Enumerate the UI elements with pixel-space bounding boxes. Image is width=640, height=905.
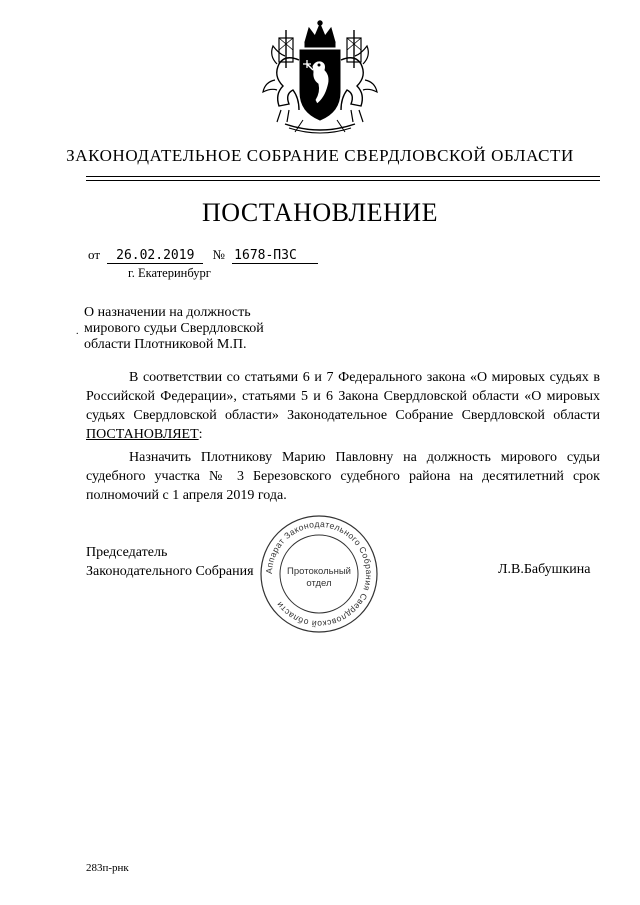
dateline	[88, 247, 318, 264]
body-paragraph-resolution: Назначить Плотникову Марию Павловну на должность мирового судьи судебного участка № 3 Березовского судебного района на десятилетний срок полномочий с 1 апреля 2019 года.	[86, 450, 600, 503]
signatory-name: Л.В.Бабушкина	[498, 562, 591, 577]
signatory-title-line: Законодательного Собрания	[86, 564, 254, 579]
footer-code: 283п-рнк	[86, 862, 129, 874]
margin-mark: .	[76, 326, 79, 337]
header-rule-thin	[86, 180, 600, 181]
organization-name: ЗАКОНОДАТЕЛЬНОЕ СОБРАНИЕ СВЕРДЛОВСКОЙ ОБЛАСТИ	[66, 146, 574, 165]
document-body	[86, 368, 600, 505]
header-rule-thick	[86, 176, 600, 177]
subject-line: области Плотниковой М.П.	[84, 337, 247, 352]
body-paragraph-preamble	[86, 368, 600, 444]
document-number: 1678-ПЗС	[232, 249, 318, 264]
signatory-title-line: Председатель	[86, 545, 168, 560]
document-date: 26.02.2019	[107, 249, 203, 264]
coat-of-arms-emblem	[255, 20, 385, 138]
stamp-center-line: отдел	[306, 578, 332, 589]
round-stamp	[258, 513, 380, 635]
subject-line: О назначении на должность	[84, 305, 251, 320]
resolves-keyword: ПОСТАНОВЛЯЕТ	[86, 427, 199, 442]
signatory-title	[86, 543, 254, 581]
stamp-ring-text: Аппарат Законодательного Собрания Свердловской области	[263, 518, 375, 630]
stamp-center-line: Протокольный	[287, 566, 351, 577]
subject-line: мирового судьи Свердловской	[84, 321, 264, 336]
preamble-colon: :	[198, 427, 203, 442]
subject-block	[84, 305, 264, 353]
date-from-label: от	[88, 247, 101, 262]
preamble-text: В соответствии со статьями 6 и 7 Федерального закона «О мировых судьях в Российской Федерации», статьями 5 и 6 Закона Свердловской области «О мировых судьях Свердловской области» Законодательное Собрание Свердловской области	[86, 370, 600, 423]
city-label: г. Екатеринбург	[128, 266, 211, 280]
number-label: №	[212, 247, 225, 262]
document-type-title: ПОСТАНОВЛЕНИЕ	[202, 198, 438, 227]
